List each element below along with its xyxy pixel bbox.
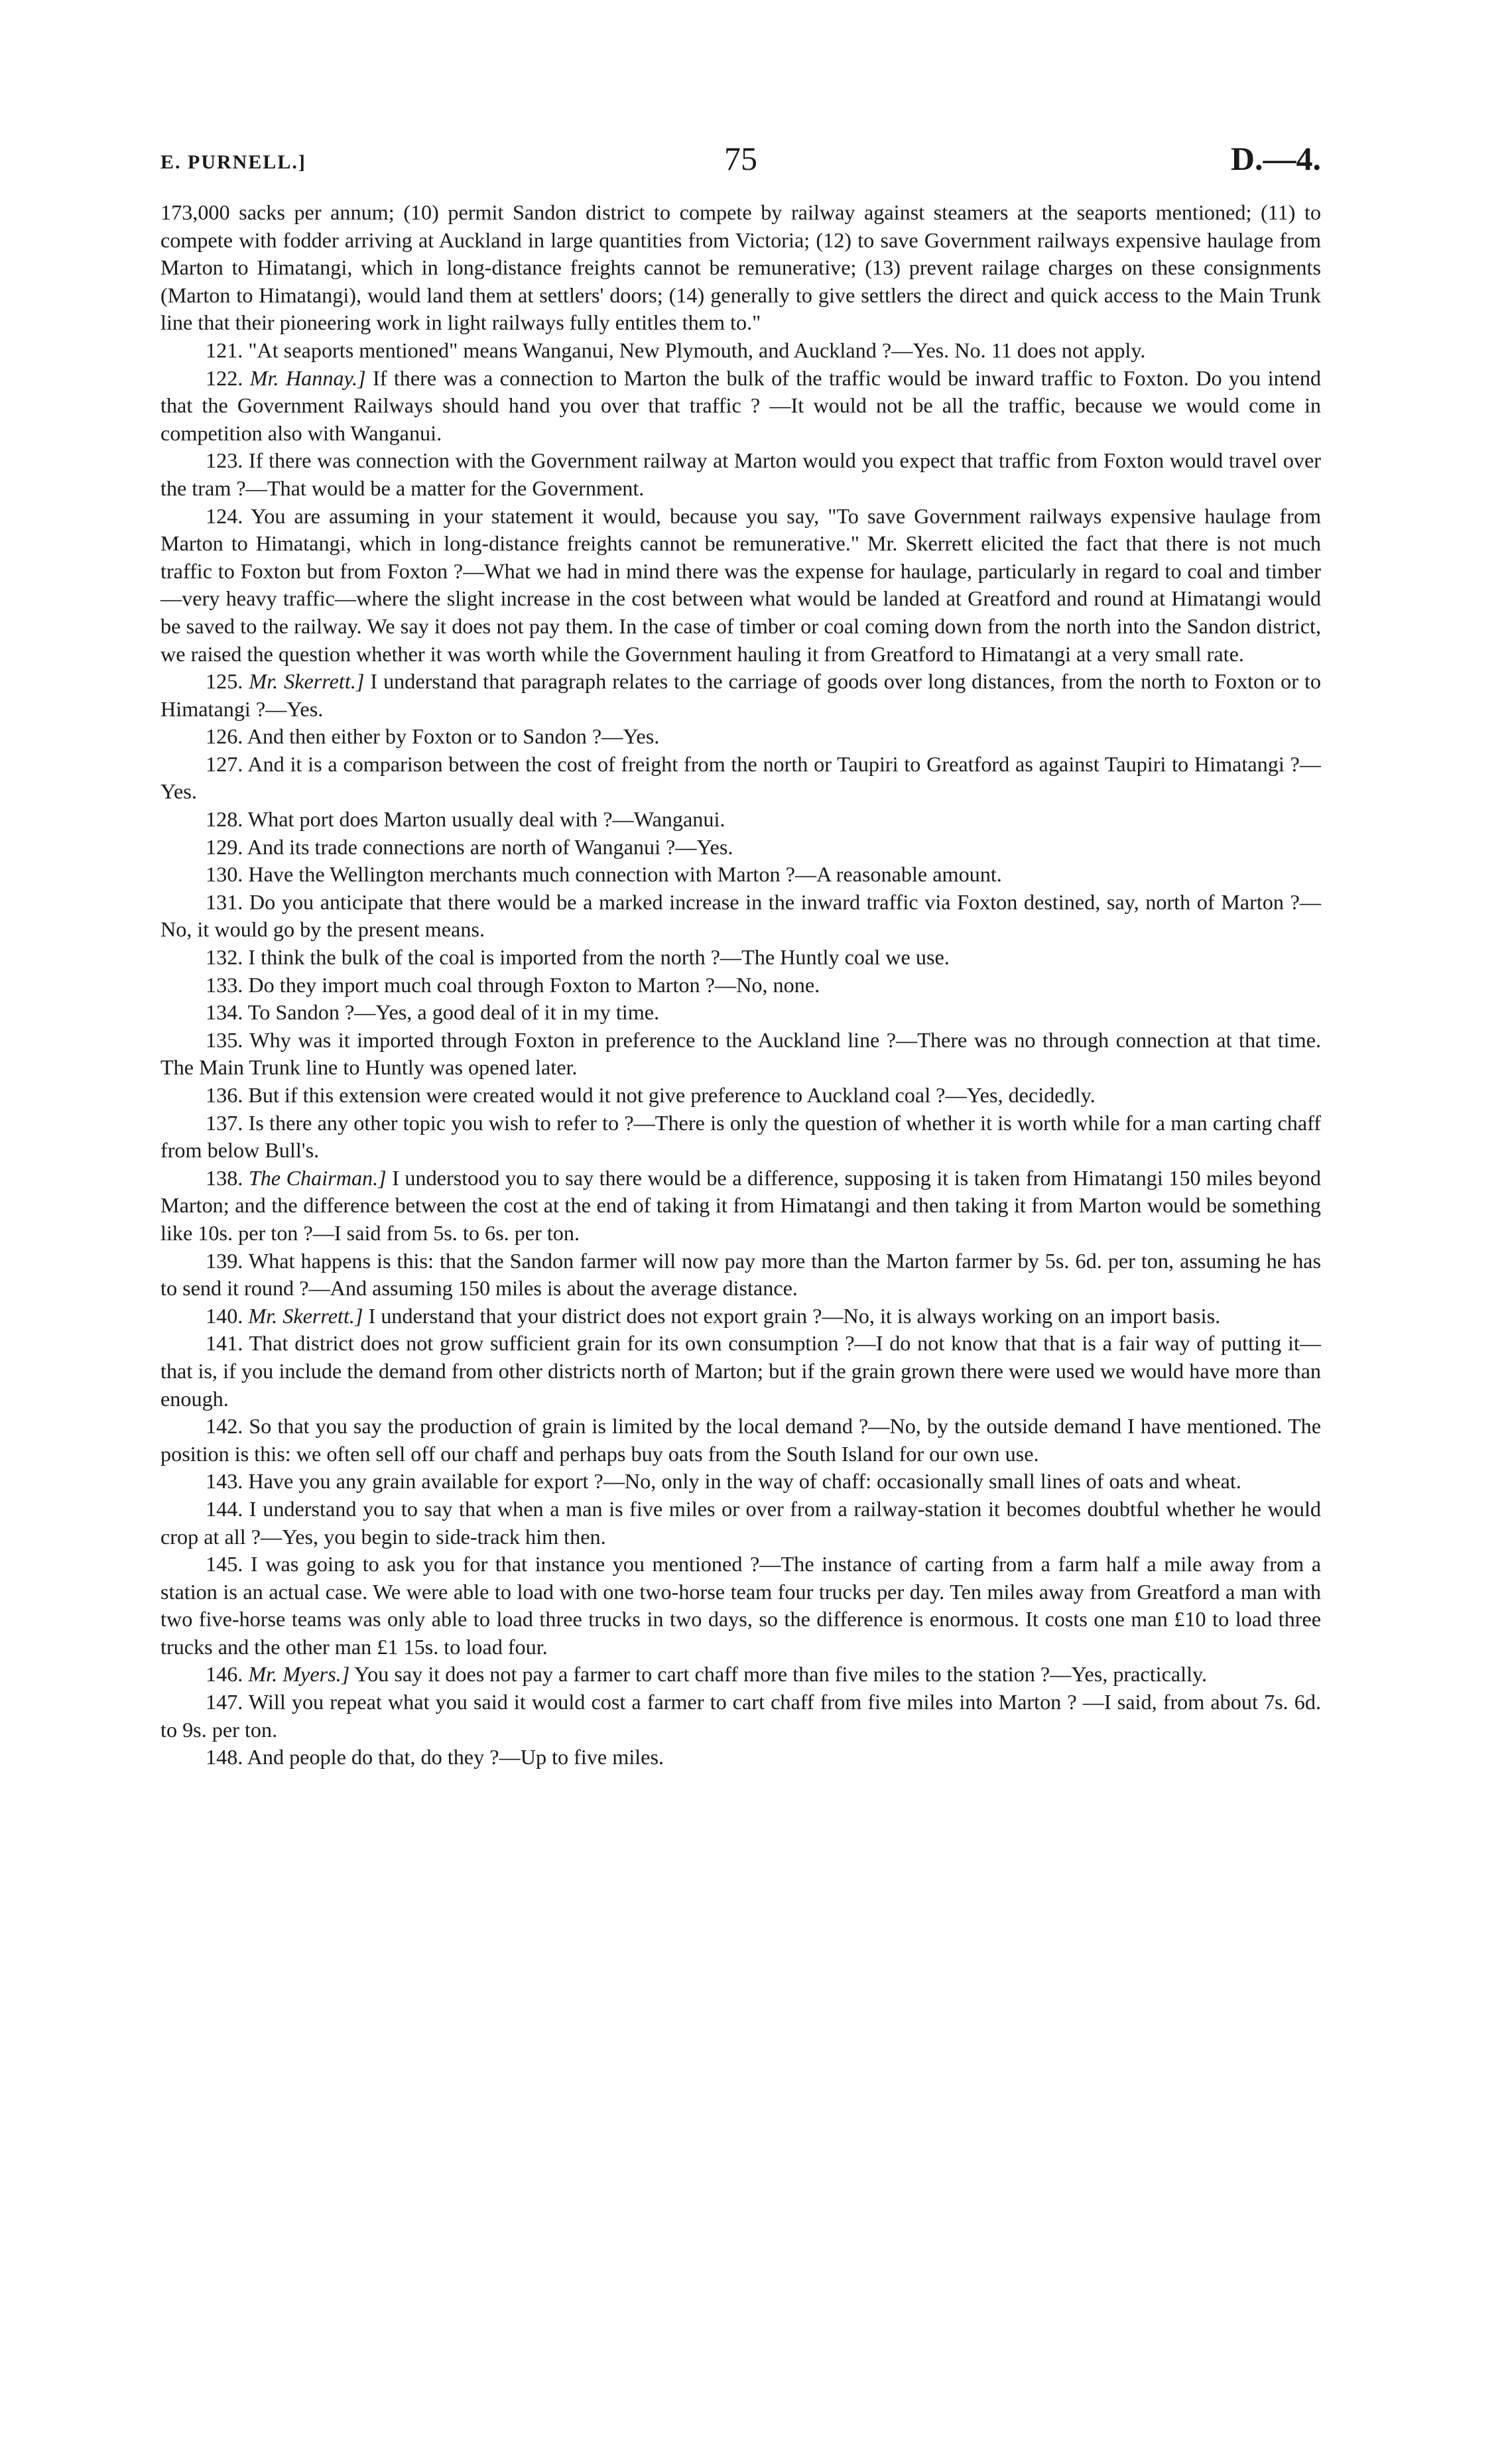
question-147	[160, 1689, 1321, 1744]
paragraph-text: You say it does not pay a farmer to cart chaff more than five miles to the station ?—Yes, practically.	[354, 1662, 1208, 1687]
question-133	[160, 972, 1321, 999]
question-number: 127.	[206, 751, 243, 776]
speaker: Mr. Skerrett.]	[248, 1303, 363, 1328]
paragraph-text: And then either by Foxton or to Sandon ?—Yes.	[247, 724, 660, 749]
witness-name: E. PURNELL.]	[160, 151, 306, 173]
question-127	[160, 751, 1321, 806]
paragraph	[160, 199, 1321, 337]
question-number: 131.	[206, 889, 243, 914]
question-142	[160, 1413, 1321, 1468]
question-number: 125.	[206, 669, 243, 694]
paragraph-text: So that you say the production of grain is limited by the local demand ?—No, by the outside demand I have mentioned. The position is this: we often sell off our chaff and perhaps buy oats from the South Island for our own use.	[160, 1414, 1322, 1466]
question-121	[160, 337, 1321, 365]
question-number: 130.	[206, 862, 243, 887]
question-126	[160, 723, 1321, 751]
question-number: 138.	[206, 1165, 243, 1190]
speaker: Mr. Skerrett.]	[249, 669, 365, 694]
question-number: 134.	[206, 1000, 243, 1025]
question-number: 135.	[206, 1027, 243, 1052]
document-reference: D.—4.	[1230, 140, 1321, 177]
paragraph-text: Why was it imported through Foxton in preference to the Auckland line ?—There was no through connection at that time. The Main Trunk line to Huntly was opened later.	[160, 1027, 1321, 1080]
paragraph-text: 173,000 sacks per annum; (10) permit Sandon district to compete by railway against steamers at the seaports mentioned; (11) to compete with fodder arriving at Auckland in large quantities from Victoria; (12) to save Government railways expensive haulage from Marton to Himatangi, which in long-distance freights cannot be remunerative; (13) prevent railage charges on these consignments (Marton to Himatangi), would land them at settlers' doors; (14) generally to give settlers the direct and quick access to the Main Trunk line that their pioneering work in light railways fully entitles them to."	[160, 200, 1321, 335]
speaker: Mr. Myers.]	[248, 1662, 350, 1687]
paragraph-text: I understood you to say there would be a difference, supposing it is taken from Himatangi 150 miles beyond Marton; and the difference between the cost at the end of taking it from Himatangi and then taking it from Marton would be something like 10s. per ton ?—I said from 5s. to 6s. per ton.	[160, 1165, 1322, 1245]
question-139	[160, 1248, 1321, 1303]
paragraph-text: What happens is this: that the Sandon farmer will now pay more than the Marton farmer by 5s. 6d. per ton, assuming he has to send it round ?—And assuming 150 miles is about the average distance.	[160, 1248, 1321, 1301]
question-130	[160, 861, 1321, 889]
paragraph-text: I understand that your district does not export grain ?—No, it is always working on an import basis.	[368, 1303, 1221, 1328]
question-141	[160, 1330, 1321, 1413]
question-number: 142.	[206, 1414, 243, 1439]
page-header	[160, 139, 1321, 199]
paragraph-text: "At seaports mentioned" means Wanganui, New Plymouth, and Auckland ?—Yes. No. 11 does not apply.	[248, 338, 1146, 362]
question-number: 139.	[206, 1248, 243, 1273]
speaker: Mr. Hannay.]	[249, 365, 366, 390]
paragraph-text: Have the Wellington merchants much connection with Marton ?—A reasonable amount.	[248, 862, 1002, 887]
paragraph-text: You are assuming in your statement it would, because you say, "To save Government railways expensive haulage from Marton to Himatangi, which in long-distance freights cannot be remunerative." Mr. Skerrett elicited the fact that there is not much traffic to Foxton but from Foxton ?—What we had in mind there was the expense for haulage, particularly in regard to coal and timber—very heavy traffic—where the slight increase in the cost between what would be landed at Greatford and round at Himatangi would be saved to the railway. We say it does not pay them. In the case of timber or coal coming down from the north into the Sandon district, we raised the question whether it was worth while the Government hauling it from Greatford to Himatangi at a very small rate.	[160, 503, 1321, 666]
document-page	[160, 139, 1321, 1771]
question-134	[160, 999, 1321, 1027]
question-number: 148.	[206, 1745, 243, 1769]
question-135	[160, 1027, 1321, 1082]
paragraph-text: Do you anticipate that there would be a marked increase in the inward traffic via Foxton destined, say, north of Marton ?—No, it would go by the present means.	[160, 889, 1322, 942]
paragraph-text: But if this extension were created would it not give preference to Auckland coal ?—Yes, decidedly.	[248, 1083, 1096, 1107]
question-number: 123.	[206, 448, 243, 473]
question-132	[160, 944, 1321, 972]
question-number: 129.	[206, 834, 243, 859]
body-text	[160, 199, 1321, 1771]
question-number: 141.	[206, 1331, 243, 1356]
question-number: 121.	[206, 338, 243, 362]
paragraph-text: I understand you to say that when a man is five miles or over from a railway-station it becomes doubtful whether he would crop at all ?—Yes, you begin to side-track him then.	[160, 1496, 1322, 1549]
paragraph-text: To Sandon ?—Yes, a good deal of it in my time.	[247, 1000, 660, 1025]
paragraph-text: And it is a comparison between the cost of freight from the north or Taupiri to Greatford as against Taupiri to Himatangi ?—Yes.	[160, 751, 1321, 804]
question-number: 126.	[206, 724, 243, 749]
question-145	[160, 1551, 1321, 1661]
paragraph-text: Do they import much coal through Foxton to Marton ?—No, none.	[248, 972, 820, 997]
paragraph-text: Have you any grain available for export ?—No, only in the way of chaff: occasionally small lines of oats and wheat.	[248, 1469, 1241, 1494]
question-140	[160, 1303, 1321, 1330]
paragraph-text: Is there any other topic you wish to refer to ?—There is only the question of whether it is worth while for a man carting chaff from below Bull's.	[160, 1110, 1321, 1163]
question-number: 122.	[206, 365, 243, 390]
question-123	[160, 447, 1321, 502]
question-136	[160, 1082, 1321, 1110]
question-137	[160, 1110, 1321, 1165]
question-number: 144.	[206, 1496, 243, 1521]
question-number: 132.	[206, 945, 243, 970]
paragraph-text: I was going to ask you for that instance you mentioned ?—The instance of carting from a farm half a mile away from a station is an actual case. We were able to load with one two-horse team four trucks per day. Ten miles away from Greatford a man with two five-horse teams was only able to load three trucks in two days, so the difference is enormous. It costs one man £10 to load three trucks and the other man £1 15s. to load four.	[160, 1552, 1321, 1659]
question-number: 146.	[206, 1662, 243, 1687]
paragraph-text: And people do that, do they ?—Up to five miles.	[247, 1745, 664, 1769]
question-138	[160, 1165, 1321, 1248]
question-number: 143.	[206, 1469, 243, 1494]
question-number: 147.	[206, 1690, 243, 1714]
question-131	[160, 889, 1321, 944]
question-number: 133.	[206, 972, 243, 997]
question-number: 128.	[206, 807, 243, 832]
question-148	[160, 1744, 1321, 1771]
question-number: 145.	[206, 1552, 243, 1576]
question-129	[160, 834, 1321, 862]
question-124	[160, 503, 1321, 669]
paragraph-text: I understand that paragraph relates to the carriage of goods over long distances, from the north to Foxton or to Himatangi ?—Yes.	[160, 669, 1322, 721]
paragraph-text: Will you repeat what you said it would cost a farmer to cart chaff from five miles into Marton ? —I said, from about 7s. 6d. to 9s. per ton.	[160, 1690, 1321, 1742]
question-146	[160, 1661, 1321, 1689]
question-number: 124.	[206, 503, 243, 528]
question-122	[160, 365, 1321, 448]
question-number: 136.	[206, 1083, 243, 1107]
question-125	[160, 668, 1321, 723]
paragraph-text: If there was connection with the Government railway at Marton would you expect that traffic from Foxton would travel over the tram ?—That would be a matter for the Government.	[160, 448, 1322, 500]
paragraph-text: That district does not grow sufficient grain for its own consumption ?—I do not know that that is a fair way of putting it—that is, if you include the demand from other districts north of Marton; but if the grain grown there were used we would have more than enough.	[160, 1331, 1322, 1411]
question-143	[160, 1468, 1321, 1496]
paragraph-text: What port does Marton usually deal with ?—Wanganui.	[247, 807, 725, 832]
page-number: 75	[724, 140, 757, 177]
question-number: 137.	[206, 1110, 243, 1135]
speaker: The Chairman.]	[248, 1165, 387, 1190]
question-number: 140.	[206, 1303, 243, 1328]
question-128	[160, 806, 1321, 834]
question-144	[160, 1496, 1321, 1551]
paragraph-text: If there was a connection to Marton the bulk of the traffic would be inward traffic to Foxton. Do you intend that the Government Railways should hand you over that traffic ? —It would not be all the traffic, because we would come in competition also with Wanganui.	[160, 365, 1322, 445]
paragraph-text: I think the bulk of the coal is imported from the north ?—The Huntly coal we use.	[248, 945, 950, 970]
paragraph-text: And its trade connections are north of Wanganui ?—Yes.	[247, 834, 733, 859]
